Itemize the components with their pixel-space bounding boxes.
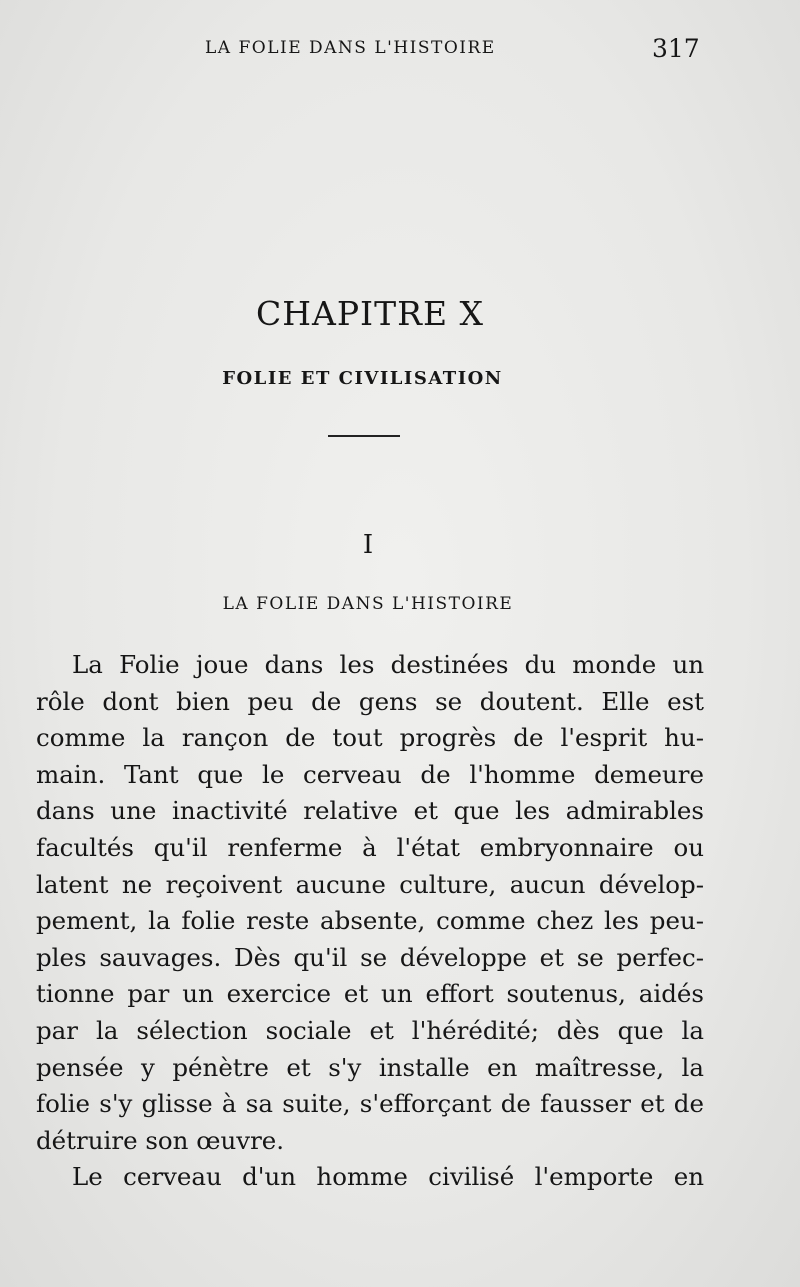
text-line: pement, la folie reste absente, comme chez les peu- [36,906,704,936]
chapter-subtitle: FOLIE ET CIVILISATION [222,368,503,389]
text-line: main. Tant que le cerveau de l'homme demeure [36,759,704,789]
text-line: comme la rançon de tout progrès de l'esprit hu- [36,723,704,753]
text-line: facultés qu'il renferme à l'état embryonnaire ou [36,832,704,862]
body-text [36,647,704,1196]
text-line: tionne par un exercice et un effort soutenus, aidés [36,979,704,1009]
separator-rule [328,435,400,437]
text-line: La Folie joue dans les destinées du monde un [72,650,704,679]
text-line: folie s'y glisse à sa suite, s'efforçant de fausser et de [36,1089,704,1119]
section-title: LA FOLIE DANS L'HISTOIRE [222,594,514,614]
text-line: Le cerveau d'un homme civilisé l'emporte en [72,1162,704,1192]
running-title: LA FOLIE DANS L'HISTOIRE [205,38,496,58]
text-line: rôle dont bien peu de gens se doutent. Elle est [36,686,704,716]
text-line: ples sauvages. Dès qu'il se développe et se perfec- [36,942,704,972]
text-line: par la sélection sociale et l'hérédité; dès que la [36,1015,704,1045]
section-number: I [362,530,374,560]
chapter-title: CHAPITRE X [255,294,485,333]
text-line: latent ne reçoivent aucune culture, aucun dévelop- [36,869,704,899]
page-number: 317 [652,34,700,63]
text-line: dans une inactivité relative et que les admirables [36,796,704,826]
text-line: détruire son œuvre. [36,1125,285,1155]
text-line: pensée y pénètre et s'y installe en maîtresse, la [36,1052,704,1082]
running-header [0,34,800,63]
